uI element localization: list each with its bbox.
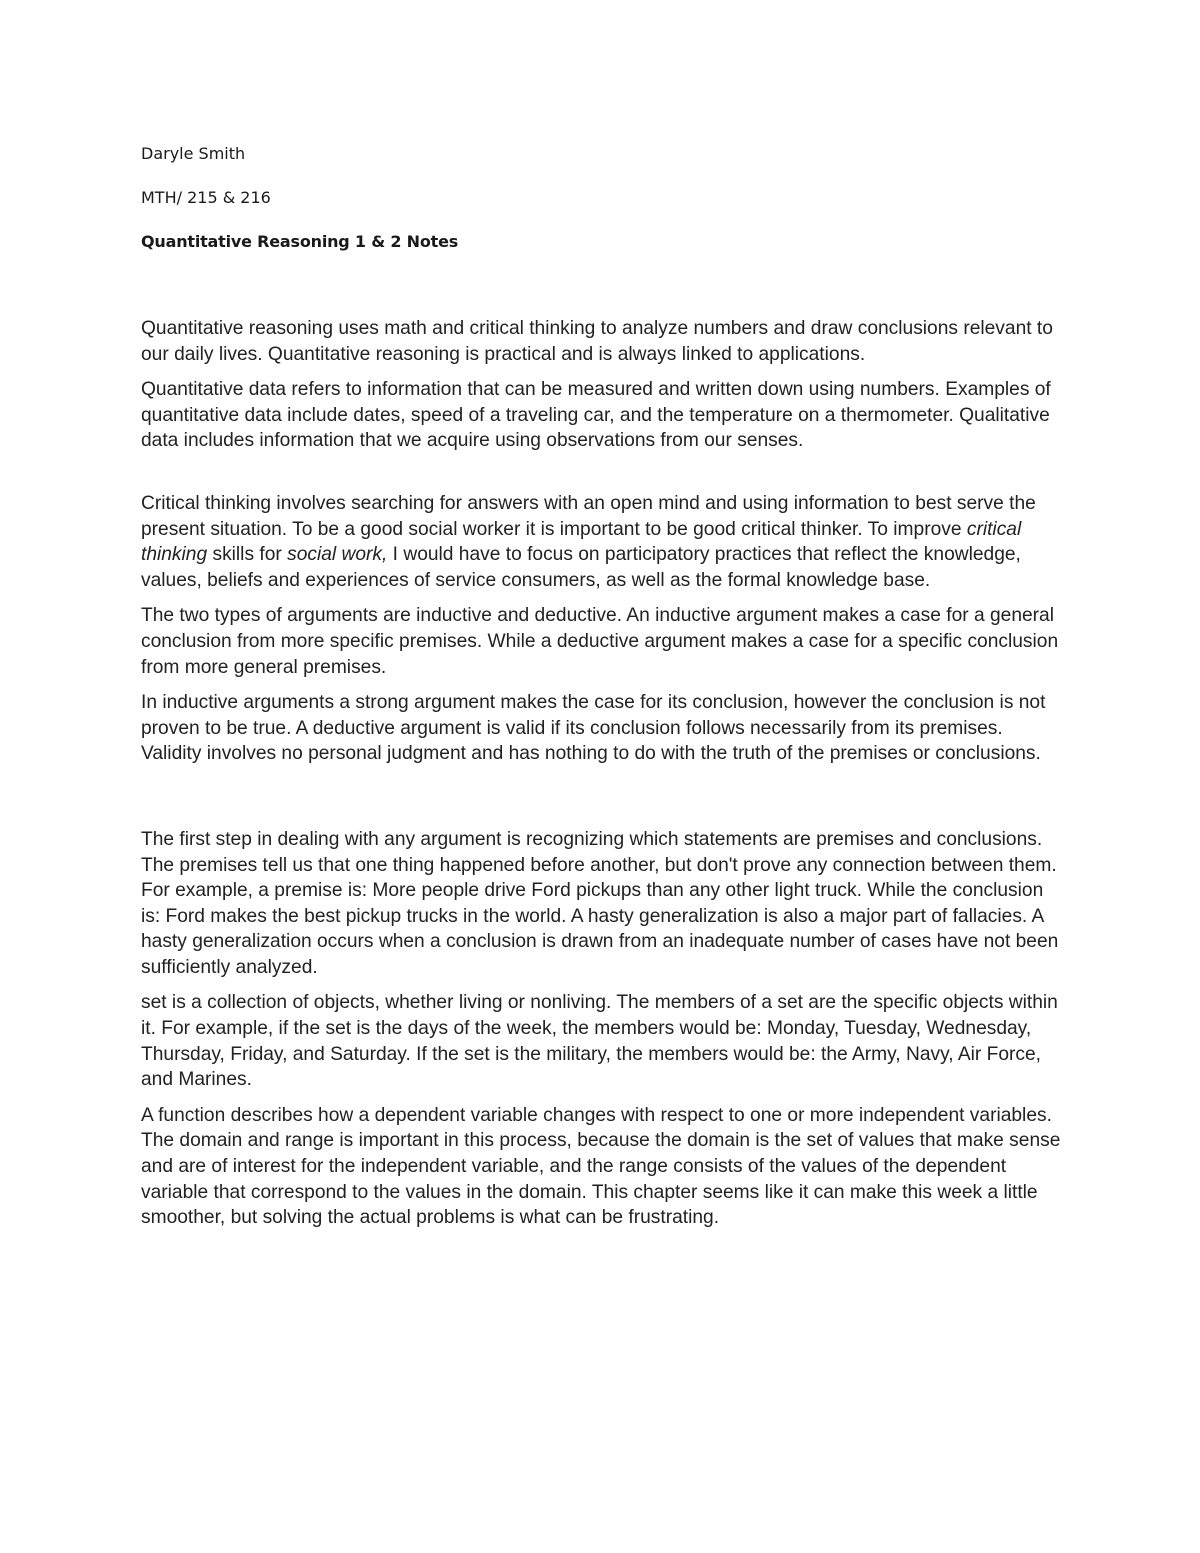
paragraph-inductive-deductive: In inductive arguments a strong argument makes the case for its conclusion, however the conclusion is not proven to be true. A deductive argument is valid if its conclusion follows necessarily from its premises. Validity involves no personal judgment and has nothing to do with the truth of the premises or conclusions. <box>141 692 1046 765</box>
critical-thinking-text-1: Critical thinking involves searching for answers with an open mind and using information to best serve the present situation. To be a good social worker it is important to be good critical thinker. To improve <box>141 492 1036 540</box>
paragraph-premises-conclusions: The first step in dealing with any argument is recognizing which statements are premises and conclusions. The premises tell us that one thing happened before another, but don't prove any connection between them. For example, a premise is: More people drive Ford pickups than any other light truck. While the conclusion is: Ford makes the best pickup trucks in the world. A hasty generalization is also a major part of fallacies. A hasty generalization occurs when a conclusion is drawn from an inadequate number of cases have not been sufficiently analyzed. <box>141 828 1059 978</box>
document-body <box>141 316 1061 1231</box>
paragraph-critical-thinking <box>141 491 1061 593</box>
paragraph-sets: set is a collection of objects, whether living or nonliving. The members of a set are the specific objects within it. For example, if the set is the days of the week, the members would be: Monday, Tuesday, Wednesday, Thursday, Friday, and Saturday. If the set is the military, the members would be: the Army, Navy, Air Force, and Marines. <box>141 992 1058 1091</box>
critical-thinking-text-3: I would have to focus on participatory practices that reflect the knowledge, values, beliefs and experiences of service consumers, as well as the formal knowledge base. <box>141 544 1021 591</box>
paragraph-functions: A function describes how a dependent variable changes with respect to one or more independent variables. The domain and range is important in this process, because the domain is the set of values that make sense and are of interest for the independent variable, and the range consists of the values of the dependent variable that correspond to the values in the domain. This chapter seems like it can make this week a little smoother, but solving the actual problems is what can be frustrating. <box>141 1104 1061 1229</box>
author-name: Daryle Smith <box>141 144 246 163</box>
document-header <box>141 140 1041 272</box>
paragraph-argument-types: The two types of arguments are inductive and deductive. An inductive argument makes a case for a general conclusion from more specific premises. While a deductive argument makes a case for a specific conclusion from more general premises. <box>141 605 1059 678</box>
document-title: Quantitative Reasoning 1 & 2 Notes <box>141 232 459 251</box>
social-work-emphasis: social work, <box>287 544 388 566</box>
course-code: MTH/ 215 & 216 <box>141 188 271 207</box>
critical-thinking-emphasis: critical thinking <box>141 518 1022 566</box>
critical-thinking-text-2: skills for <box>207 544 288 566</box>
paragraph-quantitative-reasoning: Quantitative reasoning uses math and critical thinking to analyze numbers and draw conclusions relevant to our daily lives. Quantitative reasoning is practical and is always linked to applications. <box>141 318 1053 365</box>
paragraph-quantitative-data: Quantitative data refers to information that can be measured and written down using numbers. Examples of quantitative data include dates, speed of a traveling car, and the temperature on a thermometer. Qualitative data includes information that we acquire using observations from our senses. <box>141 379 1051 452</box>
